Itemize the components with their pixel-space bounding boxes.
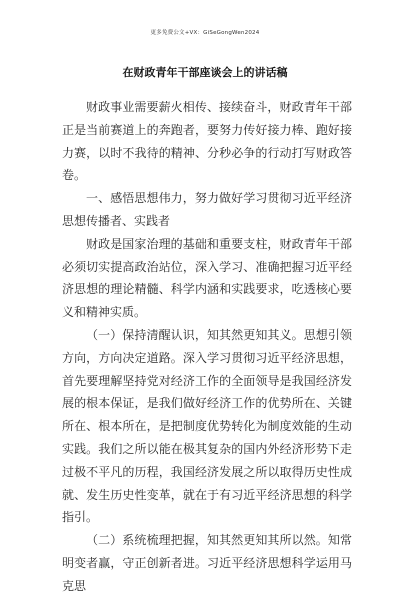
document-body — [62, 96, 352, 598]
paragraph-section-1: 财政是国家治理的基础和重要支柱，财政青年干部必须切实提高政治站位，深入学习、准确把握习近平经济思想的理论精髓、科学内涵和实践要求，吃透核心要义和精神实质。 — [62, 236, 352, 320]
paragraph-subsection-2: （二）系统梳理把握，知其然更知其所以然。知常明变者赢，守正创新者进。习近平经济思想科学运用马克思 — [62, 533, 352, 593]
paragraph-subsection-1: （一）保持清醒认识，知其然更知其义。思想引领方向，方向决定道路。深入学习贯彻习近平经济思想，首先要理解坚持党对经济工作的全面领导是我国经济发展的根本保证，是我们做好经济工作的优势所在、关键所在、根本所在，是把制度优势转化为制度效能的生动实践。我们之所以能在极其复杂的国内外经济形势下走过极不平凡的历程，我国经济发展之所以取得历史性成就、发生历史性变革，就在于有习近平经济思想的科学指引。 — [62, 327, 352, 525]
header-note: 更多免费公文+VX：GiSeGongWen2024 — [150, 30, 260, 36]
section-heading-1: 一、感悟思想伟力，努力做好学习贯彻习近平经济思想传播者、实践者 — [62, 191, 352, 228]
document-title: 在财政青年干部座谈会上的讲话稿 — [122, 66, 288, 79]
paragraph-intro: 财政事业需要薪火相传、接续奋斗，财政青年干部正是当前赛道上的奔跑者，要努力传好接力棒、跑好接力赛，以时不我待的精神、分秒必争的行动打写财政答卷。 — [62, 100, 352, 183]
